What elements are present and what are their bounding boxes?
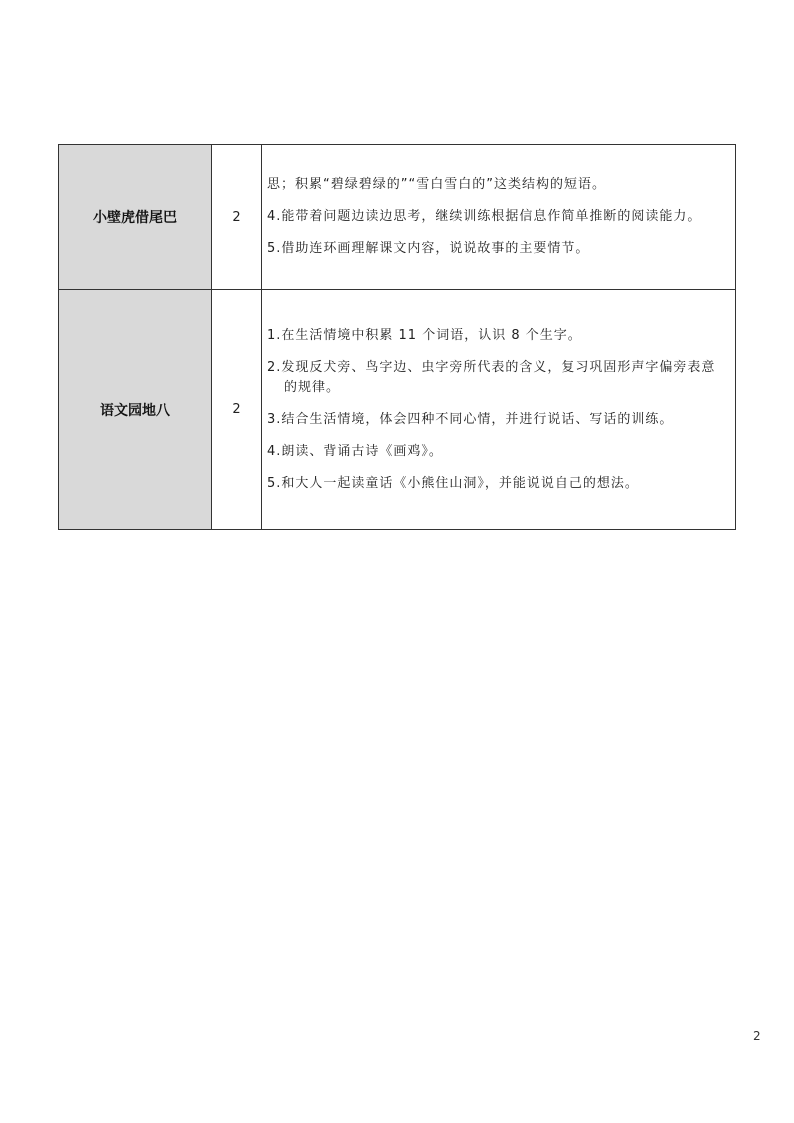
- goal-item: 5.和大人一起读童话《小熊住山洞》，并能说说自己的想法。: [267, 475, 639, 491]
- goal-item: 4.朗读、背诵古诗《画鸡》。: [267, 443, 443, 459]
- goals-cell: [262, 145, 736, 290]
- lesson-title: 语文园地八: [59, 290, 212, 530]
- table-row: [59, 145, 736, 290]
- goals-cell: [262, 290, 736, 530]
- class-hours: 2: [212, 290, 262, 530]
- goal-item: 1.在生活情境中积累 11 个词语，认识 8 个生字。: [267, 327, 582, 343]
- goal-item: 2.发现反犬旁、鸟字边、虫字旁所代表的含义，复习巩固形声字偏旁表意的规律。: [267, 359, 716, 395]
- lesson-plan-table: [58, 144, 736, 530]
- goal-item: 思；积累“碧绿碧绿的”“雪白雪白的”这类结构的短语。: [267, 177, 606, 192]
- goal-item: 3.结合生活情境，体会四种不同心情，并进行说话、写话的训练。: [267, 411, 674, 427]
- goal-item: 5.借助连环画理解课文内容，说说故事的主要情节。: [267, 241, 590, 256]
- goal-item: 4.能带着问题边读边思考，继续训练根据信息作简单推断的阅读能力。: [267, 209, 702, 224]
- lesson-title: 小壁虎借尾巴: [59, 145, 212, 290]
- table-row: [59, 290, 736, 530]
- class-hours: 2: [212, 145, 262, 290]
- page-number: 2: [753, 1029, 761, 1043]
